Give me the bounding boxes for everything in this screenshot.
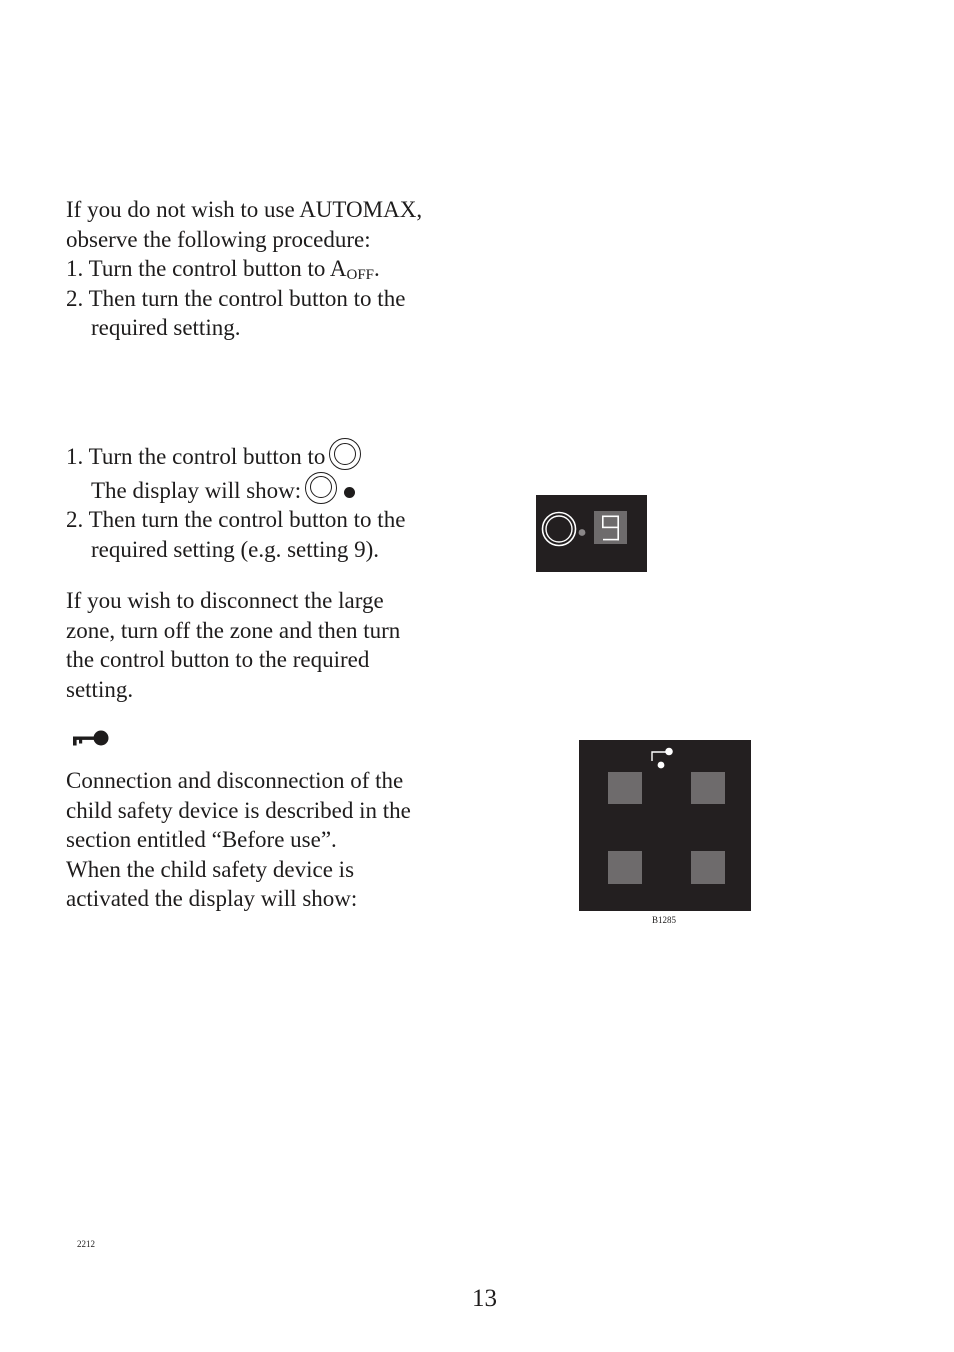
child-line-2: child safety device is described in the bbox=[66, 797, 411, 823]
dual-zone-instructions bbox=[66, 438, 405, 564]
child-lock-display-panel bbox=[579, 740, 751, 911]
dual-display-line: The display will show: bbox=[66, 472, 405, 506]
dual-zone-ring-icon bbox=[305, 472, 337, 504]
child-line-5: activated the display will show: bbox=[66, 886, 358, 911]
zone-display-top-left bbox=[608, 772, 642, 804]
disconnect-line-1: If you wish to disconnect the large bbox=[66, 588, 384, 613]
dual-zone-ring-icon bbox=[543, 513, 576, 546]
automax-step-2-cont: required setting. bbox=[91, 315, 241, 340]
display-panel-graphic bbox=[536, 495, 647, 572]
automax-line-1: If you do not wish to use AUTOMAX, bbox=[66, 197, 423, 222]
child-line-4: When the child safety device is bbox=[66, 856, 355, 882]
dual-zone-ring-icon bbox=[329, 438, 361, 470]
dual-step-2: 2. Then turn the control button to the bbox=[66, 507, 406, 532]
disconnect-line-3: the control button to the required bbox=[66, 647, 370, 672]
zone-display-bottom-left bbox=[608, 851, 642, 884]
off-subscript: OFF bbox=[346, 267, 375, 283]
display-panel-setting-9 bbox=[536, 495, 647, 572]
disconnect-line-4: setting. bbox=[66, 676, 134, 702]
child-lock-key-icon bbox=[72, 729, 110, 749]
zone-dot-icon bbox=[579, 529, 586, 536]
automax-instructions bbox=[66, 195, 422, 343]
child-lock-panel-graphic bbox=[579, 740, 751, 911]
page-number: 13 bbox=[472, 1285, 497, 1312]
zone-display-bottom-right bbox=[691, 851, 725, 884]
figure-code: B1285 bbox=[652, 915, 677, 925]
disconnect-line-2: zone, turn off the zone and then turn bbox=[66, 617, 401, 643]
dual-step-2-cont: required setting (e.g. setting 9). bbox=[91, 536, 380, 562]
child-line-1: Connection and disconnection of the bbox=[66, 768, 404, 793]
child-safety-paragraph bbox=[66, 766, 411, 914]
automax-line-2: observe the following procedure: bbox=[66, 226, 371, 252]
zone-dot-icon bbox=[344, 487, 355, 498]
disconnect-paragraph bbox=[66, 586, 400, 704]
child-line-3: section entitled “Before use”. bbox=[66, 827, 337, 852]
automax-step-1: 1. Turn the control button to $A_{OFF}$. bbox=[66, 256, 380, 283]
document-code: 2212 bbox=[77, 1239, 95, 1249]
zone-display-top-right bbox=[691, 772, 725, 804]
automax-step-2: 2. Then turn the control button to the bbox=[66, 285, 406, 311]
child-lock-indicator-icon bbox=[652, 748, 673, 769]
dual-step-1: 1. Turn the control button to bbox=[66, 438, 405, 472]
